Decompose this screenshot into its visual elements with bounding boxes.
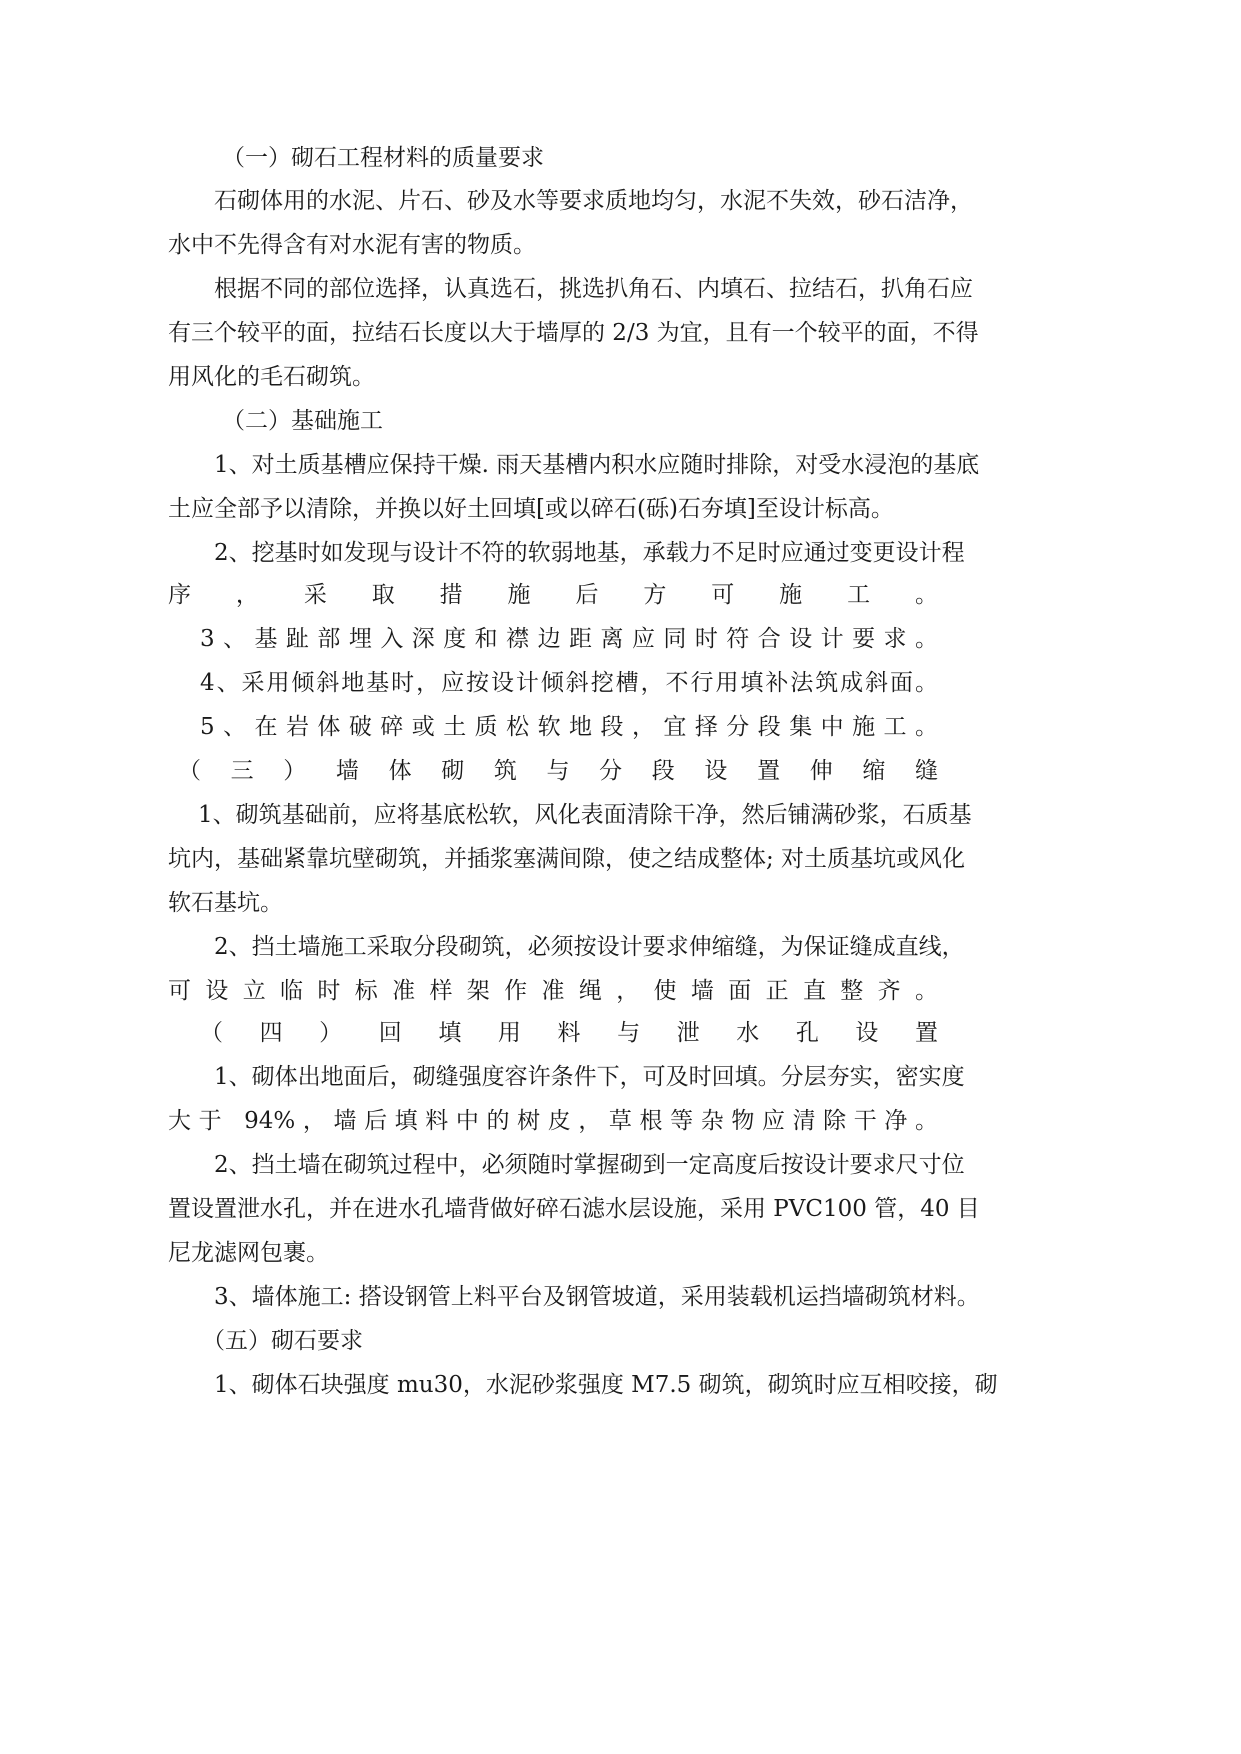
paragraph-line: 1、砌体石块强度 mu30，水泥砂浆强度 M7.5 砌筑，砌筑时应互相咬接，砌: [214, 1372, 998, 1398]
paragraph-line: 1、砌筑基础前，应将基底松软，风化表面清除干净，然后铺满砂浆，石质基: [198, 802, 972, 828]
paragraph-line: 尼龙滤网包裹。: [168, 1240, 329, 1266]
paragraph-line: 大于 94%，墙后填料中的树皮，草根等杂物应清除干净。: [168, 1108, 938, 1134]
paragraph-line: 石砌体用的水泥、片石、砂及水等要求质地均匀，水泥不失效，砂石洁净，: [214, 188, 973, 214]
section-heading-1: （一）砌石工程材料的质量要求: [222, 145, 544, 171]
paragraph-line: 4、采用倾斜地基时，应按设计倾斜挖槽，不行用填补法筑成斜面。: [200, 670, 938, 696]
section-heading-3: （三）墙体砌筑与分段设置伸缩缝: [178, 758, 938, 784]
paragraph-line: 置设置泄水孔，并在进水孔墙背做好碎石滤水层设施，采用 PVC100 管，40 目: [168, 1196, 980, 1222]
paragraph-line: 2、挖基时如发现与设计不符的软弱地基，承载力不足时应通过变更设计程: [214, 540, 965, 566]
paragraph-line: 用风化的毛石砌筑。: [168, 364, 375, 390]
paragraph-line: 1、砌体出地面后，砌缝强度容许条件下，可及时回填。分层夯实，密实度: [214, 1064, 965, 1090]
paragraph-line: 水中不先得含有对水泥有害的物质。: [168, 232, 536, 258]
paragraph-line: 3、墙体施工: 搭设钢管上料平台及钢管坡道，采用装载机运挡墙砌筑材料。: [214, 1284, 980, 1310]
section-heading-4: （四）回填用料与泄水孔设置: [200, 1020, 938, 1046]
paragraph-line: 软石基坑。: [168, 890, 283, 916]
paragraph-line: 序，采取措施后方可施工。: [168, 582, 938, 608]
paragraph-line: 有三个较平的面，拉结石长度以大于墙厚的 2/3 为宜，且有一个较平的面，不得: [168, 320, 979, 346]
paragraph-line: 2、挡土墙施工采取分段砌筑，必须按设计要求伸缩缝，为保证缝成直线，: [214, 934, 965, 960]
paragraph-line: 1、对土质基槽应保持干燥. 雨天基槽内积水应随时排除，对受水浸泡的基底: [214, 452, 980, 478]
paragraph-line: 根据不同的部位选择，认真选石，挑选扒角石、内填石、拉结石，扒角石应: [214, 276, 973, 302]
paragraph-line: 土应全部予以清除，并换以好土回填[或以碎石(砾)石夯填]至设计标高。: [168, 496, 894, 522]
paragraph-line: 3、基趾部埋入深度和襟边距离应同时符合设计要求。: [200, 626, 938, 652]
paragraph-line: 坑内，基础紧靠坑壁砌筑，并插浆塞满间隙，使之结成整体; 对土质基坑或风化: [168, 846, 966, 872]
paragraph-line: 可设立临时标准样架作准绳，使墙面正直整齐。: [168, 978, 938, 1004]
section-heading-2: （二）基础施工: [222, 408, 383, 434]
section-heading-5: （五）砌石要求: [202, 1328, 363, 1354]
paragraph-line: 5、在岩体破碎或土质松软地段，宜择分段集中施工。: [200, 714, 938, 740]
paragraph-line: 2、挡土墙在砌筑过程中，必须随时掌握砌到一定高度后按设计要求尺寸位: [214, 1152, 965, 1178]
